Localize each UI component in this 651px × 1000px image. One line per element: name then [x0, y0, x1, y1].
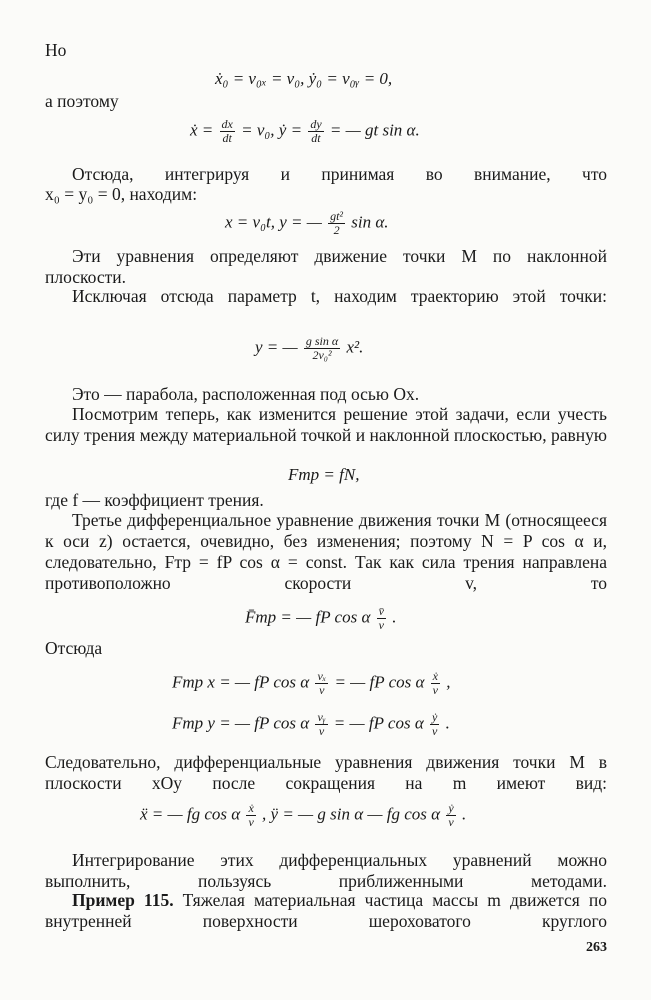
eq2-fraction-1 — [220, 118, 235, 145]
page-number: 263 — [586, 940, 607, 955]
eq2-left: ẋ = — [190, 120, 214, 140]
eq6-fraction — [377, 605, 386, 632]
example-label: Пример 115. — [72, 890, 174, 910]
paragraph-7: Посмотрим теперь, как изменится решение этой задачи, если учесть силу трения между материальной точкой и наклонной плоскостью, равную — [45, 404, 607, 445]
paragraph-10: Отсюда — [45, 638, 103, 658]
eq7-den-2: v — [432, 683, 438, 697]
eq8-den-2: v — [432, 724, 438, 738]
eq6-right: . — [392, 607, 397, 627]
paragraph-9: Третье дифференциальное уравнение движения точки M (относящееся к оси z) остается, очевидно, без изменения; поэтому N = P cos α и, следовательно, Fтр = fP cos α = const. Так как сила трения направлена противоположно скорости v, то — [45, 510, 607, 593]
eq9-mid: , ÿ = — g sin α — fg cos α — [262, 804, 441, 824]
paragraph-1: Но — [45, 40, 67, 60]
equation-5: Fтр = fN, — [288, 465, 360, 484]
eq8-num-2: ẏ — [432, 710, 438, 724]
eq9-den-2: v — [448, 815, 454, 829]
eq7-mid: = — fP cos α — [334, 672, 425, 692]
eq4-den: 2v₀² — [312, 348, 332, 362]
equation-3 — [225, 210, 389, 237]
eq3-fraction — [328, 210, 345, 237]
paragraph-3-line-2: x₀ = y₀ = 0, находим: — [45, 184, 198, 204]
eq3-num: gt² — [330, 209, 344, 223]
paragraph-11: Следовательно, дифференциальные уравнения движения точки M в плоскости xOy после сокращения на m имеют вид: — [45, 752, 607, 793]
paragraph-8: где f — коэффициент трения. — [45, 490, 264, 510]
eq6-den: v — [378, 618, 384, 632]
eq7-fraction-1 — [315, 670, 328, 697]
eq9-left: ẍ = — fg cos α — [140, 804, 241, 824]
example-text: Тяжелая материальная частица массы m движется по внутренней поверхности шероховатого круглого — [45, 890, 607, 931]
eq6-num: v̄ — [378, 604, 384, 618]
eq4-right: x². — [346, 337, 364, 357]
eq8-right: . — [445, 713, 450, 733]
eq8-fraction-1 — [315, 711, 327, 738]
eq2-num-2: dy — [310, 117, 322, 131]
eq2-fraction-2 — [308, 118, 323, 145]
paragraph-4: Эти уравнения определяют движение точки M по наклонной плоскости. — [45, 246, 607, 287]
eq7-num-2: ẋ — [432, 669, 438, 683]
eq9-num-1: ẋ — [248, 801, 254, 815]
eq8-left: Fтр y = — fP cos α — [172, 713, 310, 733]
equation-7 — [172, 670, 451, 697]
paragraph-13 — [45, 890, 607, 934]
equation-4 — [255, 335, 363, 362]
eq4-left: y = — — [255, 337, 298, 357]
eq2-num-1: dx — [221, 117, 233, 131]
eq7-right: , — [446, 672, 451, 692]
paragraph-12: Интегрирование этих дифференциальных уравнений можно выполнить, пользуясь приближенными методами. — [45, 850, 607, 891]
eq8-fraction-2 — [430, 711, 439, 738]
eq9-right: . — [461, 804, 467, 824]
eq8-num-1: vᵧ — [317, 710, 326, 724]
eq8-den-1: v — [318, 724, 325, 738]
eq8-mid: = — fP cos α — [333, 713, 424, 733]
eq7-num-1: vₓ — [317, 669, 327, 683]
paragraph-3-line-1: Отсюда, интегрируя и принимая во внимание, что — [72, 164, 607, 184]
eq7-den-1: v — [319, 683, 325, 697]
eq4-fraction — [304, 335, 340, 362]
eq7-left: Fтр x = — fP cos α — [172, 672, 310, 692]
eq2-den-1: dt — [222, 131, 232, 145]
eq2-den-2: dt — [311, 131, 321, 145]
paragraph-5: Исключая отсюда параметр t, находим траекторию этой точки: — [72, 286, 607, 306]
equation-9 — [140, 802, 466, 829]
eq9-den-1: v — [248, 815, 254, 829]
equation-2 — [190, 118, 420, 145]
eq3-den: 2 — [333, 223, 340, 237]
eq2-mid: = v₀, ẏ = — [241, 120, 303, 140]
equation-8 — [172, 711, 450, 738]
equation-1: ẋ₀ = v₀ₓ = v₀, ẏ₀ = v₀ᵧ = 0, — [215, 69, 393, 88]
equation-6 — [245, 605, 396, 632]
eq3-right: sin α. — [351, 212, 389, 232]
eq9-fraction-2 — [446, 802, 455, 829]
eq7-fraction-2 — [431, 670, 440, 697]
eq9-fraction-1 — [246, 802, 255, 829]
eq9-num-2: ẏ — [448, 801, 454, 815]
eq2-right: = — gt sin α. — [329, 120, 420, 140]
eq4-num: g sin α — [305, 334, 339, 348]
eq6-left: F̄тр = — fP cos α — [245, 607, 371, 627]
paragraph-2: а поэтому — [45, 91, 119, 111]
eq3-left: x = v₀t, y = — — [225, 212, 322, 232]
paragraph-6: Это — парабола, расположенная под осью Ox. — [72, 384, 420, 404]
